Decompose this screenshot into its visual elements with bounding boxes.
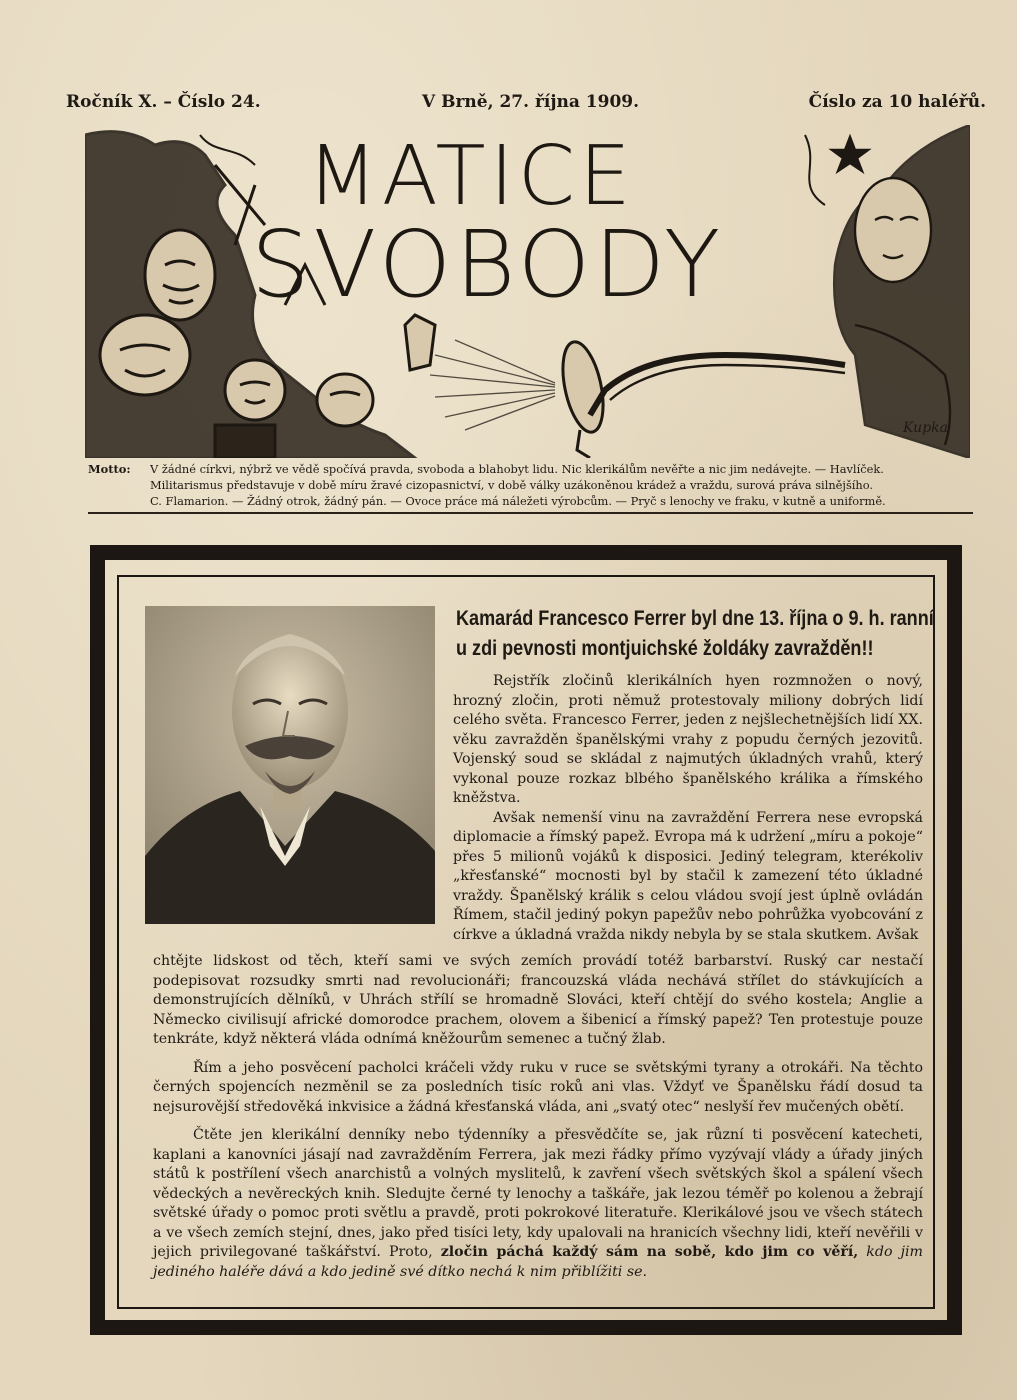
motto-line: V žádné církvi, nýbrž ve vědě spočívá pravda, svoboda a blahobyt lidu. Nic klerikálům nevěřte a nic jim nedávejte. — Havlíček. <box>150 462 884 476</box>
issue-price: Číslo za 10 haléřů. <box>808 92 986 112</box>
motto-line: C. Flamarion. — Žádný otrok, žádný pán. — Ovoce práce má náležeti výrobcům. — Pryč s lenochy ve fraku, v kutně a uniformě. <box>150 494 886 508</box>
motto-label: Motto: <box>88 462 131 476</box>
article-paragraph: Rejstřík zločinů klerikálních hyen rozmnožen o nový, hrozný zločin, proti němuž protestovaly miliony dobrých lidí celého světa. Francesco Ferrer, jeden z nejšlechetnějších lidí XX. věku zavražděn španělskými vrahy z popudu černých jezovitů. Vojenský soud se skládal z najmutých úkladných vrahů, který vykonal pouze rozkaz blbého španělského králika a římského kněžstva. <box>453 673 923 806</box>
headline-line: Kamarád Francesco Ferrer byl dne 13. října o 9. h. ranní <box>456 607 934 630</box>
headline-line: u zdi pevnosti montjuichské žoldáky zavražděn!! <box>456 637 874 660</box>
artist-signature: Kupka <box>903 420 948 436</box>
emphasis-bold: zločin páchá každý sám na sobě, kdo jim co věří, <box>440 1244 859 1260</box>
masthead-title-line1: MATICE <box>307 129 635 224</box>
article-headline <box>456 604 934 664</box>
volume-number: Ročník X. – Číslo 24. <box>66 92 261 112</box>
motto-line: Militarismus představuje v době míru žravé cizopasnictví, v době války uzákoněnou krádež a vraždu, surová práva silnějšího. <box>150 478 874 492</box>
article-column-full <box>153 952 923 1282</box>
article-column-right <box>453 672 923 945</box>
portrait-image <box>145 606 435 924</box>
emphasis-italic: kdo jim jediného haléře dává a kdo jedině své dítko nechá k nim přiblížiti se. <box>153 1244 924 1280</box>
masthead-title-line2: SVOBODY <box>251 211 725 318</box>
issue-date: V Brně, 27. října 1909. <box>422 92 640 112</box>
article-paragraph: Avšak nemenší vinu na zavraždění Ferrera nese evropská diplomacie a římský papež. Evropa má k udržení „míru a pokoje“ přes 5 milionů vojáků k disposici. Jediný telegram, kterékoliv „křesťanské“ mocnosti byl by stačil k zamezení této úkladné vraždy. Španělský králik s celou vládou svojí jest úplně ovládán Římem, stačil jediný pokyn papežův nebo pohrůžka vyobcování z církve a úkladná vražda nikdy nebyla by se stala skutkem. Avšak <box>453 809 923 943</box>
divider <box>88 512 973 514</box>
article-paragraph <box>153 1126 923 1282</box>
article-paragraph: chtějte lidskost od těch, kteří sami ve svých zemích provádí totéž barbarství. Ruský car nestačí podepisovat rozsudky smrti nad revolucionáři; francouzská vláda nechává střílet do stávkujících a demonstrujících dělníků, v Uhrách střílí se hromadně Slováci, kteří chtějí do svého kostela; Anglie a Německo civilisují africké domorodce prachem, olovem a šibenicí a římský papež? Ten protestuje pouze tenkráte, když některá vláda odnímá kněžourům semenec a tučný žlab. <box>153 953 923 1047</box>
portrait-photo <box>145 606 435 924</box>
article-paragraph: Řím a jeho posvěcení pacholci kráčeli vždy ruku v ruce se světskými tyrany a otrokáři. Na těchto černých spojencích nezměnil se za posledních tisíc roků ani vlas. Vždyť ve Španělsku řádí dosud ta nejsurovější středověká inkvisice a žádná křesťanská vláda, ani „svatý otec“ neslyší řev mučených obětí. <box>153 1059 923 1115</box>
masthead-illustration <box>85 125 970 458</box>
paragraph-text: Čtěte jen klerikální denníky nebo týdenníky a přesvědčíte se, jak různí ti posvěcení katecheti, kaplani a kanovníci jásají nad zavražděním Ferrera, jak mezi řádky přímo vyzývají vlády a úřady jiných států k postřílení všech anarchistů a volných myslitelů, k zavření všech světských škol a spálení všech vědeckých a nevěreckých knih. Sledujte černé ty lenochy a taškáře, jak lezou téměř po kolenou a žebrají světské úřady o pomoc proti světlu a pravdě, proti pokrokové literatuře. Klerikálové jsou ve všech státech a ve všech zemích stejní, dnes, jako před tisíci lety, kdy upalovali na hranicích všechny lidi, kteří nevěřili v jejich privilegované taškářství. Proto, <box>153 1127 923 1260</box>
